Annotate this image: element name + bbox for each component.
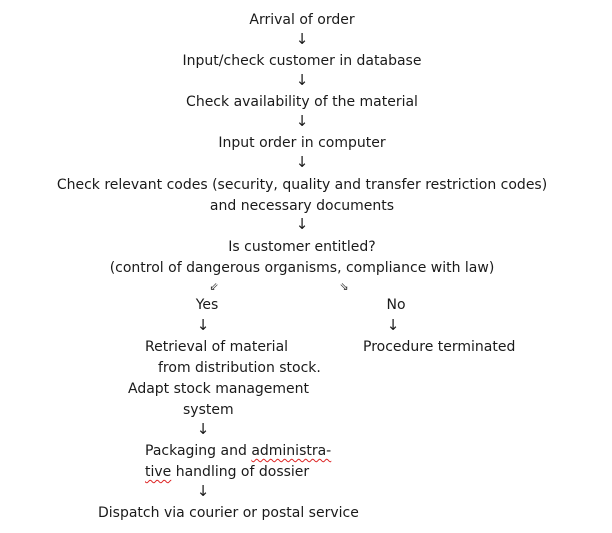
step-packaging-line2 bbox=[145, 462, 309, 482]
decision-customer-entitled: Is customer entitled? bbox=[228, 239, 376, 255]
decision-customer-entitled-detail: (control of dangerous organisms, compliance with law) bbox=[109, 260, 495, 276]
packaging-text-b: handling of dossier bbox=[171, 464, 310, 480]
branch-label-yes: Yes bbox=[195, 297, 219, 313]
down-arrow-icon: ↓ bbox=[295, 112, 309, 130]
step-adapt-stock-line2: system bbox=[183, 402, 234, 418]
branch-label-no: No bbox=[386, 297, 406, 313]
down-arrow-icon: ↓ bbox=[295, 153, 309, 171]
down-arrow-icon: ↓ bbox=[295, 71, 309, 89]
step-retrieval-line1: Retrieval of material bbox=[145, 339, 289, 355]
spellcheck-word: administra- bbox=[251, 443, 332, 459]
step-procedure-terminated: Procedure terminated bbox=[363, 339, 516, 355]
down-arrow-icon: ↓ bbox=[295, 30, 309, 48]
step-packaging-line1 bbox=[145, 441, 331, 461]
packaging-text-a: Packaging and bbox=[145, 443, 252, 459]
step-check-codes-line1: Check relevant codes (security, quality and transfer restriction codes) bbox=[56, 177, 548, 193]
step-check-availability: Check availability of the material bbox=[186, 94, 418, 110]
step-retrieval-line2: from distribution stock. bbox=[158, 360, 321, 376]
down-arrow-icon: ↓ bbox=[196, 482, 210, 500]
step-dispatch: Dispatch via courier or postal service bbox=[98, 505, 359, 521]
branch-arrow-right-icon: ⇘ bbox=[339, 280, 349, 293]
step-adapt-stock-line1: Adapt stock management bbox=[128, 381, 310, 397]
spellcheck-word: tive bbox=[145, 464, 172, 480]
step-arrival-of-order: Arrival of order bbox=[249, 12, 355, 28]
down-arrow-icon: ↓ bbox=[295, 215, 309, 233]
down-arrow-icon: ↓ bbox=[386, 316, 400, 334]
step-check-codes-line2: and necessary documents bbox=[209, 198, 395, 214]
branch-arrow-left-icon: ⇙ bbox=[209, 280, 219, 293]
step-input-check-customer: Input/check customer in database bbox=[182, 53, 422, 69]
step-input-order: Input order in computer bbox=[218, 135, 386, 151]
down-arrow-icon: ↓ bbox=[196, 316, 210, 334]
down-arrow-icon: ↓ bbox=[196, 420, 210, 438]
